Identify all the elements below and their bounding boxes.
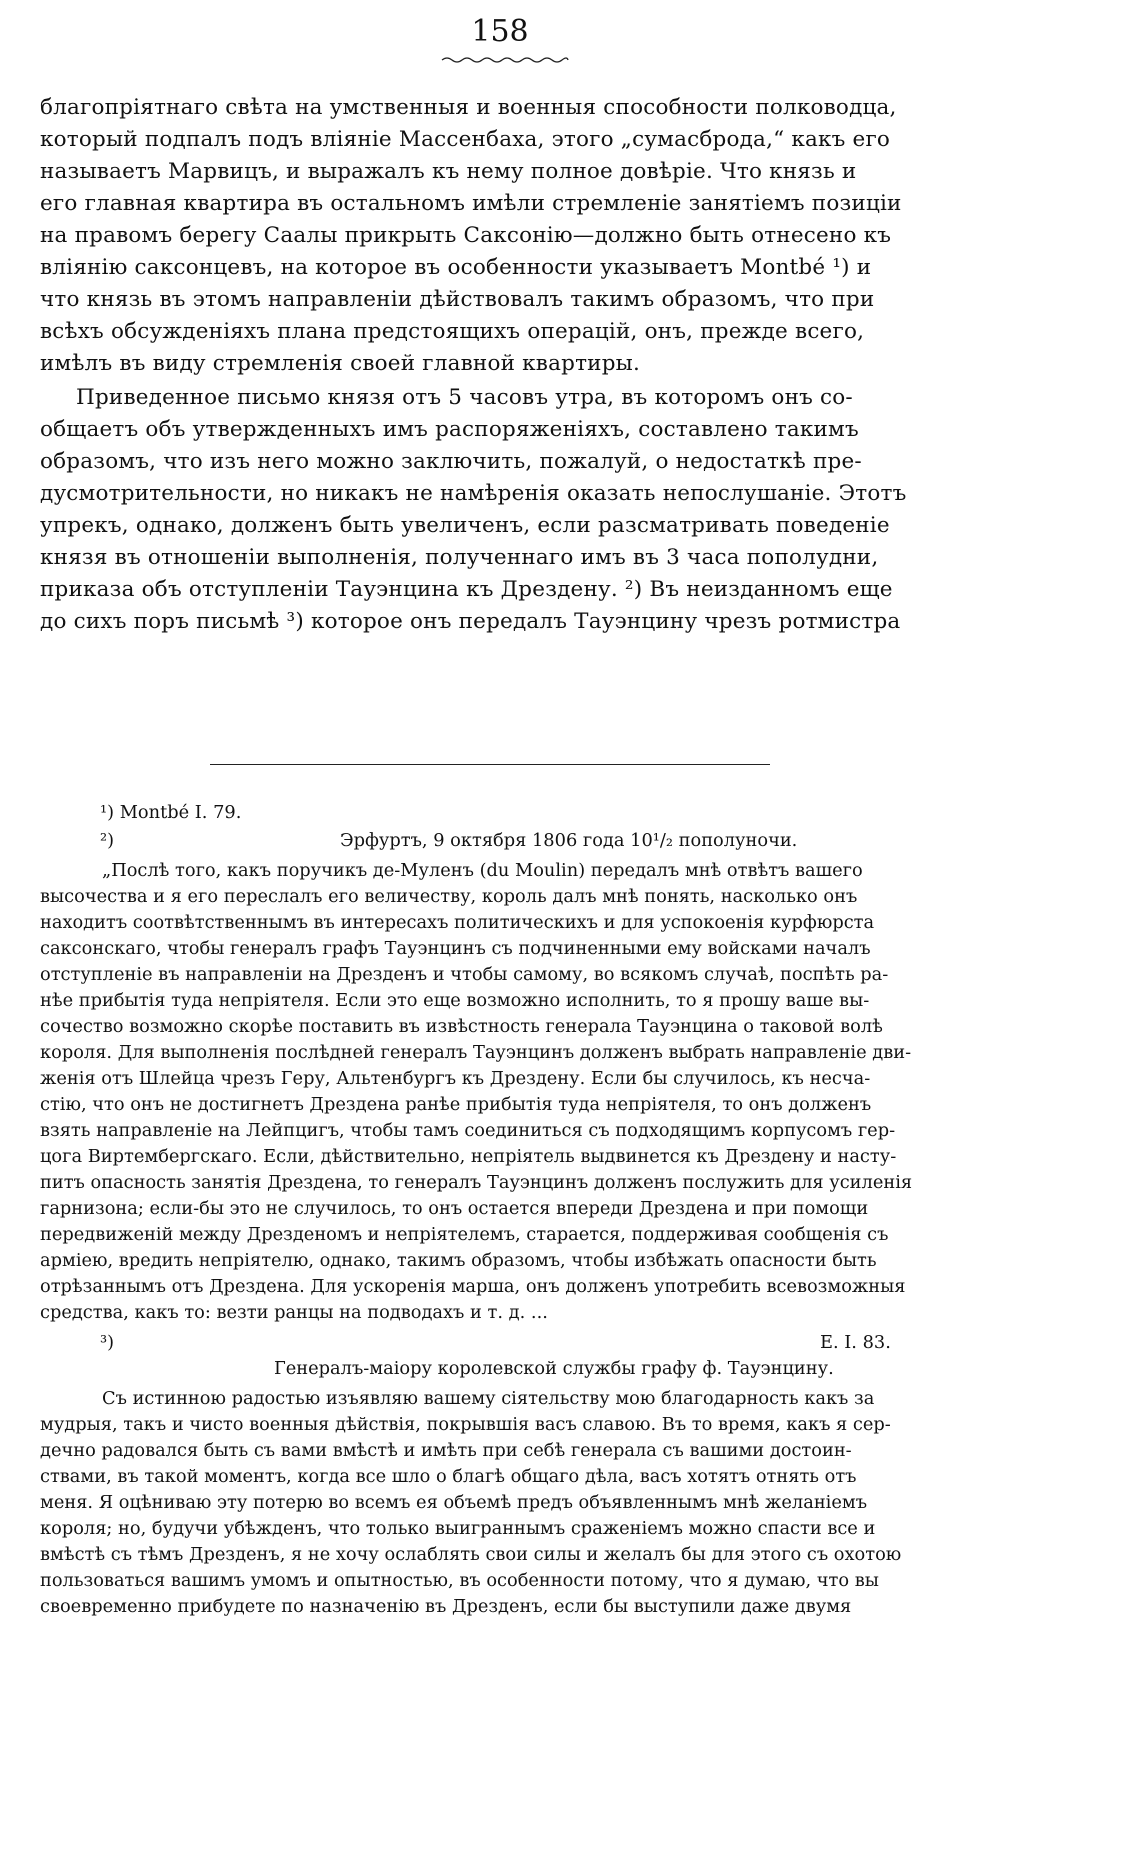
footnote-3-line: мудрыя, такъ и чисто военныя дѣйствія, покрывшія васъ славою. Въ то время, какъ я сер- — [40, 1414, 891, 1435]
footnote-3-line: пользоваться вашимъ умомъ и опытностью, въ особенности потому, что я думаю, что вы — [40, 1570, 879, 1591]
main-line: дусмотрительности, но никакъ не намѣренія оказать непослушаніе. Этотъ — [40, 481, 907, 506]
page-number-ornament — [440, 55, 570, 65]
footnote-2-line: отрѣзаннымъ отъ Дрездена. Для ускоренія марша, онъ долженъ употребить всевозможныя — [40, 1276, 906, 1297]
main-line: его главная квартира въ остальномъ имѣли стремленіе занятіемъ позиціи — [40, 191, 902, 216]
footnote-3-line: дечно радовался быть съ вами вмѣстѣ и имѣть при себѣ генерала съ вашими достоин- — [40, 1440, 852, 1461]
footnote-1: ¹) Montbé I. 79. — [100, 802, 242, 823]
page-number: 158 — [471, 14, 529, 49]
footnote-2-heading: Эрфуртъ, 9 октября 1806 года 10¹/₂ пополуночи. — [340, 830, 798, 851]
main-line: что князь въ этомъ направленіи дѣйствовалъ такимъ образомъ, что при — [40, 287, 875, 312]
footnote-2-line: передвиженій между Дрезденомъ и непріятелемъ, старается, поддерживая сообщенія съ — [40, 1224, 889, 1245]
footnote-separator — [210, 764, 770, 765]
footnote-3-marker: ³) — [100, 1332, 115, 1353]
footnote-2-line: находитъ соотвѣтственнымъ въ интересахъ политическихъ и для успокоенія курфюрста — [40, 912, 875, 933]
main-line: Приведенное письмо князя отъ 5 часовъ утра, въ которомъ онъ со- — [76, 385, 853, 410]
footnote-3-heading: Генералъ-маіору королевской службы графу ф. Тауэнцину. — [274, 1358, 834, 1379]
main-line: образомъ, что изъ него можно заключить, пожалуй, о недостаткѣ пре- — [40, 449, 862, 474]
main-line: приказа объ отступленіи Тауэнцина къ Дрездену. ²) Въ неизданномъ еще — [40, 577, 893, 602]
footnote-2-line: короля. Для выполненія послѣдней генералъ Тауэнцинъ долженъ выбрать направленіе дви- — [40, 1042, 912, 1063]
footnote-2-line: арміею, вредить непріятелю, однако, такимъ образомъ, чтобы избѣжать опасности быть — [40, 1250, 877, 1271]
footnote-2-line: отступленіе въ направленіи на Дрезденъ и чтобы самому, во всякомъ случаѣ, поспѣть ра- — [40, 964, 889, 985]
footnote-2-line: средства, какъ то: везти ранцы на подводахъ и т. д. ... — [40, 1302, 548, 1323]
footnote-2-line: гарнизона; если-бы это не случилось, то онъ остается впереди Дрездена и при помощи — [40, 1198, 869, 1219]
main-line: вліянію саксонцевъ, на которое въ особенности указываетъ Montbé ¹) и — [40, 255, 872, 280]
footnote-2-line: стію, что онъ не достигнетъ Дрездена ранѣе прибытія туда непріятеля, то онъ долженъ — [40, 1094, 872, 1115]
main-line: до сихъ поръ письмѣ ³) которое онъ передалъ Тауэнцину чрезъ ротмистра — [40, 609, 901, 634]
main-line: имѣлъ въ виду стремленія своей главной квартиры. — [40, 351, 641, 376]
main-line: благопріятнаго свѣта на умственныя и военныя способности полководца, — [40, 95, 897, 120]
main-line: всѣхъ обсужденіяхъ плана предстоящихъ операцій, онъ, прежде всего, — [40, 319, 865, 344]
footnote-2-line: высочества и я его переслалъ его величеству, король далъ мнѣ понять, насколько онъ — [40, 886, 858, 907]
footnote-2-line: взять направленіе на Лейпцигъ, чтобы тамъ соединиться съ подходящимъ корпусомъ гер- — [40, 1120, 896, 1141]
footnote-3-line: вмѣстѣ съ тѣмъ Дрезденъ, я не хочу ослаблять свои силы и желалъ бы для этого съ охотою — [40, 1544, 902, 1565]
footnote-2-line: питъ опасность занятія Дрездена, то генералъ Тауэнцинъ долженъ послужить для усиленія — [40, 1172, 913, 1193]
footnote-3-line: Съ истинною радостью изъявляю вашему сіятельству мою благодарность какъ за — [102, 1388, 875, 1409]
footnote-2-line: женія отъ Шлейца чрезъ Геру, Альтенбургъ къ Дрездену. Если бы случилось, къ несча- — [40, 1068, 871, 1089]
main-line: общаетъ объ утвержденныхъ имъ распоряженіяхъ, составлено такимъ — [40, 417, 859, 442]
footnote-3-line: своевременно прибудете по назначенію въ Дрезденъ, если бы выступили даже двумя — [40, 1596, 852, 1617]
footnote-2-line: цога Виртембергскаго. Если, дѣйствительно, непріятель выдвинется къ Дрездену и насту- — [40, 1146, 897, 1167]
main-line: называетъ Марвицъ, и выражалъ къ нему полное довѣріе. Что князь и — [40, 159, 857, 184]
main-line: упрекъ, однако, долженъ быть увеличенъ, если разсматривать поведеніе — [40, 513, 890, 538]
footnote-2-line: нѣе прибытія туда непріятеля. Если это еще возможно исполнить, то я прошу ваше вы- — [40, 990, 870, 1011]
footnote-3-line: ствами, въ такой моментъ, когда все шло о благѣ общаго дѣла, васъ хотятъ отнять отъ — [40, 1466, 857, 1487]
main-line: который подпалъ подъ вліяніе Массенбаха, этого „сумасброда,“ какъ его — [40, 127, 891, 152]
footnote-2-line: сочество возможно скорѣе поставить въ извѣстность генерала Тауэнцина о таковой волѣ — [40, 1016, 883, 1037]
footnote-2-line: саксонскаго, чтобы генералъ графъ Тауэнцинъ съ подчиненными ему войсками началъ — [40, 938, 871, 959]
main-line: на правомъ берегу Саалы прикрыть Саксонію—должно быть отнесено къ — [40, 223, 892, 248]
footnote-2-marker: ²) — [100, 830, 115, 851]
main-line: князя въ отношеніи выполненія, полученнаго имъ въ 3 часа пополудни, — [40, 545, 879, 570]
footnote-3-line: меня. Я оцѣниваю эту потерю во всемъ ея объемѣ предъ объявленнымъ мнѣ желаніемъ — [40, 1492, 868, 1513]
footnote-3-reference: E. I. 83. — [820, 1332, 891, 1353]
footnote-3-line: короля; но, будучи убѣжденъ, что только выиграннымъ сраженіемъ можно спасти все и — [40, 1518, 876, 1539]
footnote-2-line: „Послѣ того, какъ поручикъ де-Муленъ (du Moulin) передалъ мнѣ отвѣтъ вашего — [102, 860, 863, 881]
